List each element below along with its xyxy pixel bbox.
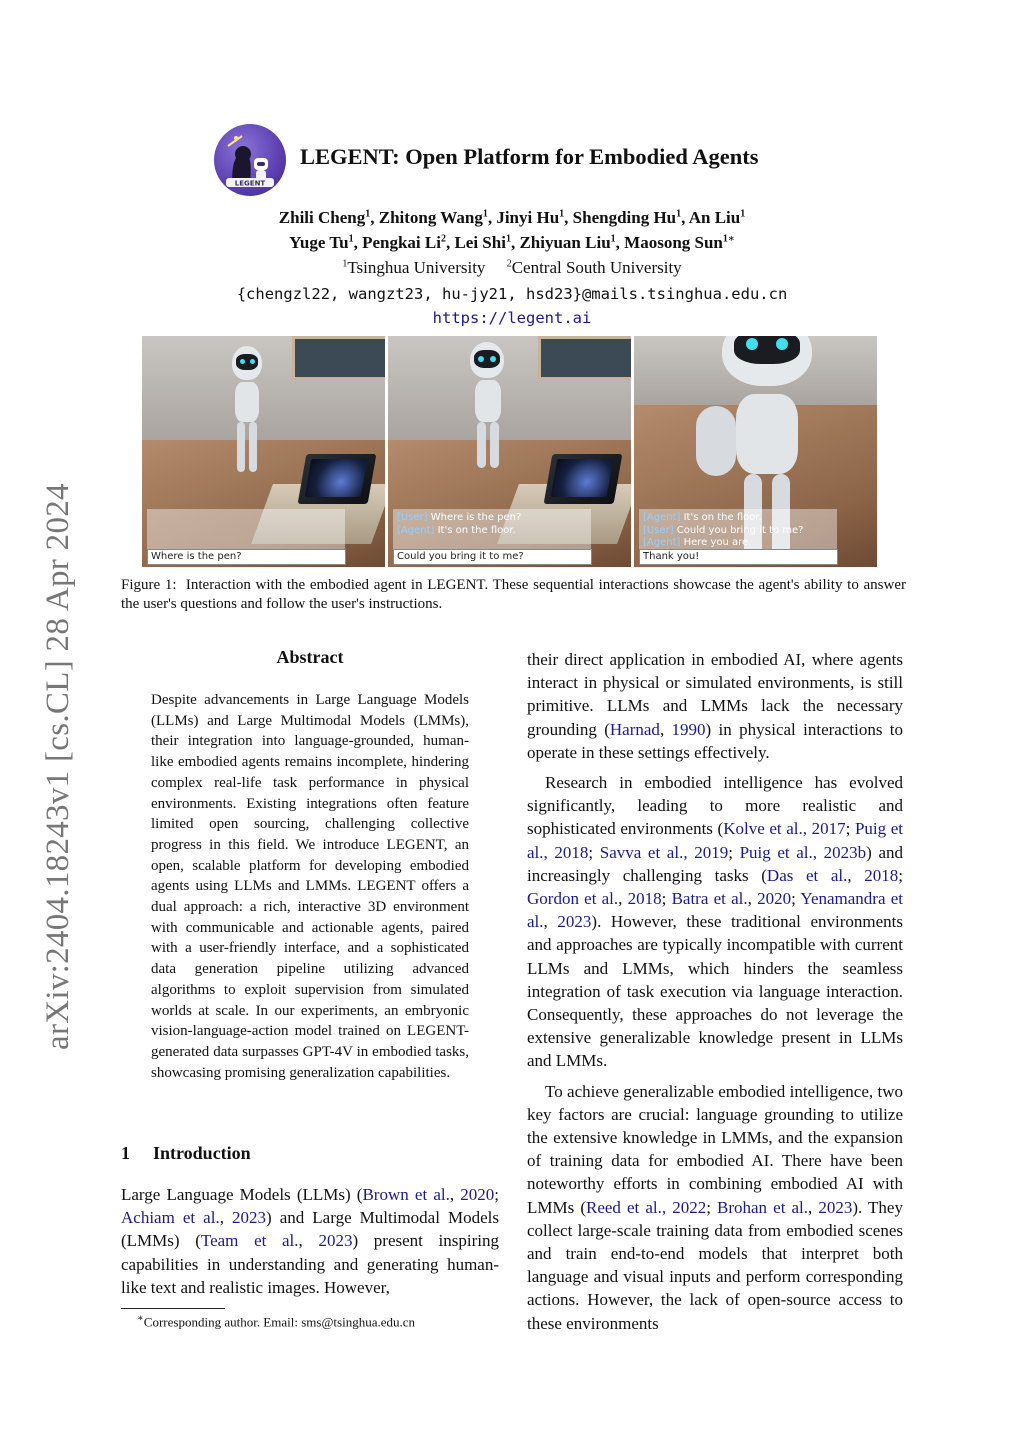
author-name: An Liu	[688, 208, 741, 227]
chat-log	[147, 509, 345, 551]
citation-link[interactable]: Brohan et al.	[717, 1197, 809, 1217]
text-run: ,	[808, 1197, 819, 1217]
author-name: Yuge Tu	[289, 233, 349, 252]
affiliation-1-marker: 1	[342, 258, 348, 270]
citation-link[interactable]: Team et al.	[200, 1231, 299, 1251]
text-run: ,	[618, 889, 628, 909]
chat-speaker: [User]	[643, 524, 674, 536]
text-run: ;	[661, 889, 672, 909]
abstract-text: Despite advancements in Large Language Models (LLMs) and Large Multimodal Models (LMMs), their integration into language-grounded, human-like embodied agents remains incomplete, hindering complex real-life task performance in physical environments. Existing integrations often feature limited open sourcing, challenging collective progress in this field. We introduce LEGENT, an open, scalable platform for developing embodied agents using LLMs and LMMs. LEGENT offers a dual approach: a rich, interactive 3D environment with communicable and actionable agents, paired with a user-friendly interface, and a sophisticated data generation pipeline utilizing advanced algorithms to exploit supervision from simulated worlds at scale. In our experiments, an embryonic vision-language-action model trained on LEGENT-generated data surpasses GPT-4V in embodied tasks, showcasing promising generalization capabilities.	[151, 692, 469, 1081]
footnote-text: Corresponding author. Email: sms@tsinghua.edu.cn	[143, 1314, 416, 1330]
affiliation-1: Tsinghua University	[347, 258, 486, 277]
citation-link[interactable]: Achiam et al.	[121, 1208, 220, 1228]
text-run: Large Language Models (LLMs) (	[121, 1185, 363, 1204]
citation-link[interactable]: 2023	[557, 912, 592, 932]
footnote-rule	[121, 1308, 225, 1309]
citation-link[interactable]: 1990	[671, 719, 706, 739]
citation-link[interactable]: Savva et al., 2019	[599, 842, 729, 862]
citation-link[interactable]: 2020	[757, 889, 792, 909]
author-affiliation-marker: 1	[676, 208, 682, 220]
text-run: ,	[659, 719, 672, 739]
legent-logo	[214, 124, 286, 196]
footnote-mark: ∗	[137, 1313, 144, 1324]
intro-left-column	[121, 1183, 499, 1299]
chat-text: Could you bring it to me?	[673, 524, 804, 536]
text-run: ,	[219, 1208, 232, 1228]
text-run: ;	[494, 1185, 499, 1204]
chat-text: Here you are.	[680, 537, 752, 548]
figure-panel-3	[634, 336, 877, 567]
chat-text: It's on the floor.	[434, 524, 516, 536]
text-run: ) and increasingly challenging tasks (	[527, 842, 903, 885]
author-name: Pengkai Li	[362, 233, 441, 252]
citation-link[interactable]: 2018	[864, 865, 899, 885]
author-name: Shengding Hu	[572, 208, 677, 227]
citation-link[interactable]: Reed et al., 2022	[585, 1197, 707, 1217]
text-run: ). They collect large-scale training data from embodied scenes and train end-to-end models that interpret both language and visual inputs and perform corresponding actions. However, the lack of open-source access to these environments	[527, 1197, 903, 1333]
author-name: Maosong Sun	[624, 233, 723, 252]
author-affiliation-marker: 1	[740, 208, 746, 220]
figure-caption	[121, 576, 906, 614]
citation-link[interactable]: Harnad	[609, 719, 660, 739]
figure-caption-text: Interaction with the embodied agent in LEGENT. These sequential interactions showcase the agent's ability to answer the user's questions and follow the user's instructions.	[121, 577, 906, 612]
intro-right-column	[527, 648, 903, 1335]
text-run: ,	[298, 1231, 319, 1251]
citation-link[interactable]: Das et al.	[766, 865, 848, 885]
author-name: Zhili Cheng	[278, 208, 366, 227]
abstract-heading: Abstract	[276, 647, 344, 667]
robot-agent	[227, 346, 267, 476]
citation-link[interactable]: 2023	[818, 1197, 853, 1217]
chat-speaker: [Agent]	[643, 537, 681, 548]
affiliation-2: Central South University	[511, 258, 682, 277]
text-run: ) in physical interactions to operate in these settings effectively.	[527, 719, 904, 762]
chat-message	[643, 537, 833, 550]
chat-log	[393, 509, 591, 551]
text-run: To achieve generalizable embodied intelligence, two key factors are crucial: language grounding to utilize the extensive knowledge in LMMs, and the expansion of training data for embodied AI. There have been noteworthy efforts in combining embodied AI with LMMs (	[527, 1081, 903, 1217]
section-number: 1	[121, 1143, 130, 1163]
citation-link[interactable]: Brown et al.	[362, 1185, 450, 1204]
chat-message	[397, 525, 587, 538]
author-affiliation-marker: 1∗	[722, 233, 735, 245]
text-run: ,	[543, 912, 558, 932]
chat-speaker: [Agent]	[397, 524, 435, 536]
text-run: ,	[449, 1185, 461, 1204]
author-name: Zhitong Wang	[378, 208, 483, 227]
citation-link[interactable]: 2023	[318, 1231, 353, 1251]
paragraph	[121, 1183, 499, 1299]
chat-speaker: [Agent]	[643, 512, 681, 523]
citation-link[interactable]: Kolve et al., 2017	[723, 819, 846, 839]
figure-panel-2	[388, 336, 631, 567]
citation-link[interactable]: Puig et al., 2018	[527, 819, 903, 862]
author-affiliation-marker: 1	[505, 233, 511, 245]
chat-log	[639, 509, 837, 551]
author-affiliation-marker: 1	[348, 233, 354, 245]
text-run: their direct application in embodied AI, where agents interact in physical or simulated environments, is still primitive. LLMs and LMMs lack the necessary grounding (	[527, 650, 903, 739]
author-affiliation-marker: 2	[440, 233, 446, 245]
text-run: ;	[791, 889, 801, 909]
chat-speaker: [User]	[397, 512, 428, 523]
arxiv-identifier: arXiv:2404.18243v1 [cs.CL] 28 Apr 2024	[40, 483, 76, 1050]
robot-agent	[466, 342, 510, 472]
citation-link[interactable]: 2023	[232, 1208, 266, 1228]
citation-link[interactable]: 2020	[460, 1185, 495, 1204]
logo-text: LEGENT	[234, 179, 266, 188]
chat-input[interactable]: Where is the pen?	[147, 549, 346, 565]
citation-link[interactable]: Yenamandra et al.	[527, 889, 903, 932]
paper-title: LEGENT: Open Platform for Embodied Agents	[300, 144, 759, 169]
author-emails: {chengzl22, wangzt23, hu-jy21, hsd23}@mails.tsinghua.edu.cn	[236, 285, 788, 303]
section-heading	[121, 1143, 251, 1164]
author-list-line-2: Yuge Tu$^1$, Pengkai Li$^2$, Lei Shi$^1$, Zhiyuan Liu$^1$, Maosong Sun$^{1∗}$	[289, 233, 735, 252]
text-run: ;	[728, 842, 740, 862]
chat-input[interactable]: Could you bring it to me?	[393, 549, 592, 565]
text-run: ;	[706, 1197, 718, 1217]
text-run: ;	[845, 819, 855, 839]
figure-panel-1	[142, 336, 385, 567]
paragraph	[527, 771, 903, 1073]
author-affiliation-marker: 1	[365, 208, 371, 220]
author-name: Jinyi Hu	[496, 208, 560, 227]
citation-link[interactable]: Puig et al., 2023b	[739, 842, 867, 862]
chat-text: It's on the floor.	[680, 512, 762, 523]
text-run: ,	[747, 889, 758, 909]
author-affiliation-marker: 1	[482, 208, 488, 220]
chat-message	[643, 512, 833, 525]
text-run: ;	[588, 842, 600, 862]
text-run: ). However, these traditional environments and approaches are typically incompatible with current LLMs and LMMs, which hinders the seamless integration of task execution via language interaction. Consequently, these approaches do not leverage the extensive generalizable knowledge present in LLMs and LMMs.	[527, 912, 904, 1071]
author-affiliation-marker: 1	[559, 208, 565, 220]
author-affiliation-marker: 1	[610, 233, 616, 245]
paragraph	[527, 1080, 903, 1335]
project-url-link[interactable]: https://legent.ai	[432, 309, 592, 327]
text-run: ;	[898, 865, 903, 885]
chat-text: Where is the pen?	[427, 512, 522, 523]
chat-input[interactable]: Thank you!	[639, 549, 838, 565]
text-run: ) and Large Multimodal Models (LMMs) (	[121, 1208, 499, 1251]
citation-link[interactable]: 2018	[627, 889, 662, 909]
citation-link[interactable]: Gordon et al.	[527, 889, 619, 909]
paragraph	[527, 648, 903, 764]
author-list-line-1: Zhili Cheng$^1$, Zhitong Wang$^1$, Jinyi Hu$^1$, Shengding Hu$^1$, An Liu$^1$	[278, 208, 746, 227]
section-title: Introduction	[153, 1143, 251, 1163]
author-name: Zhiyuan Liu	[519, 233, 611, 252]
figure-label: Figure 1:	[121, 577, 177, 593]
text-run: Research in embodied intelligence has evolved significantly, leading to more realistic and sophisticated environments (	[527, 773, 903, 839]
text-run: ,	[847, 865, 865, 885]
author-name: Lei Shi	[454, 233, 506, 252]
chat-message	[397, 512, 587, 525]
citation-link[interactable]: Batra et al.	[671, 889, 748, 909]
footnote	[121, 1313, 501, 1330]
affiliations	[0, 258, 1024, 278]
affiliation-2-marker: 2	[506, 258, 512, 270]
logo-illustration	[214, 124, 286, 196]
text-run: ) present inspiring capabilities in understanding and generating human-like text and realistic images. However,	[121, 1231, 499, 1297]
chat-message	[643, 525, 833, 538]
